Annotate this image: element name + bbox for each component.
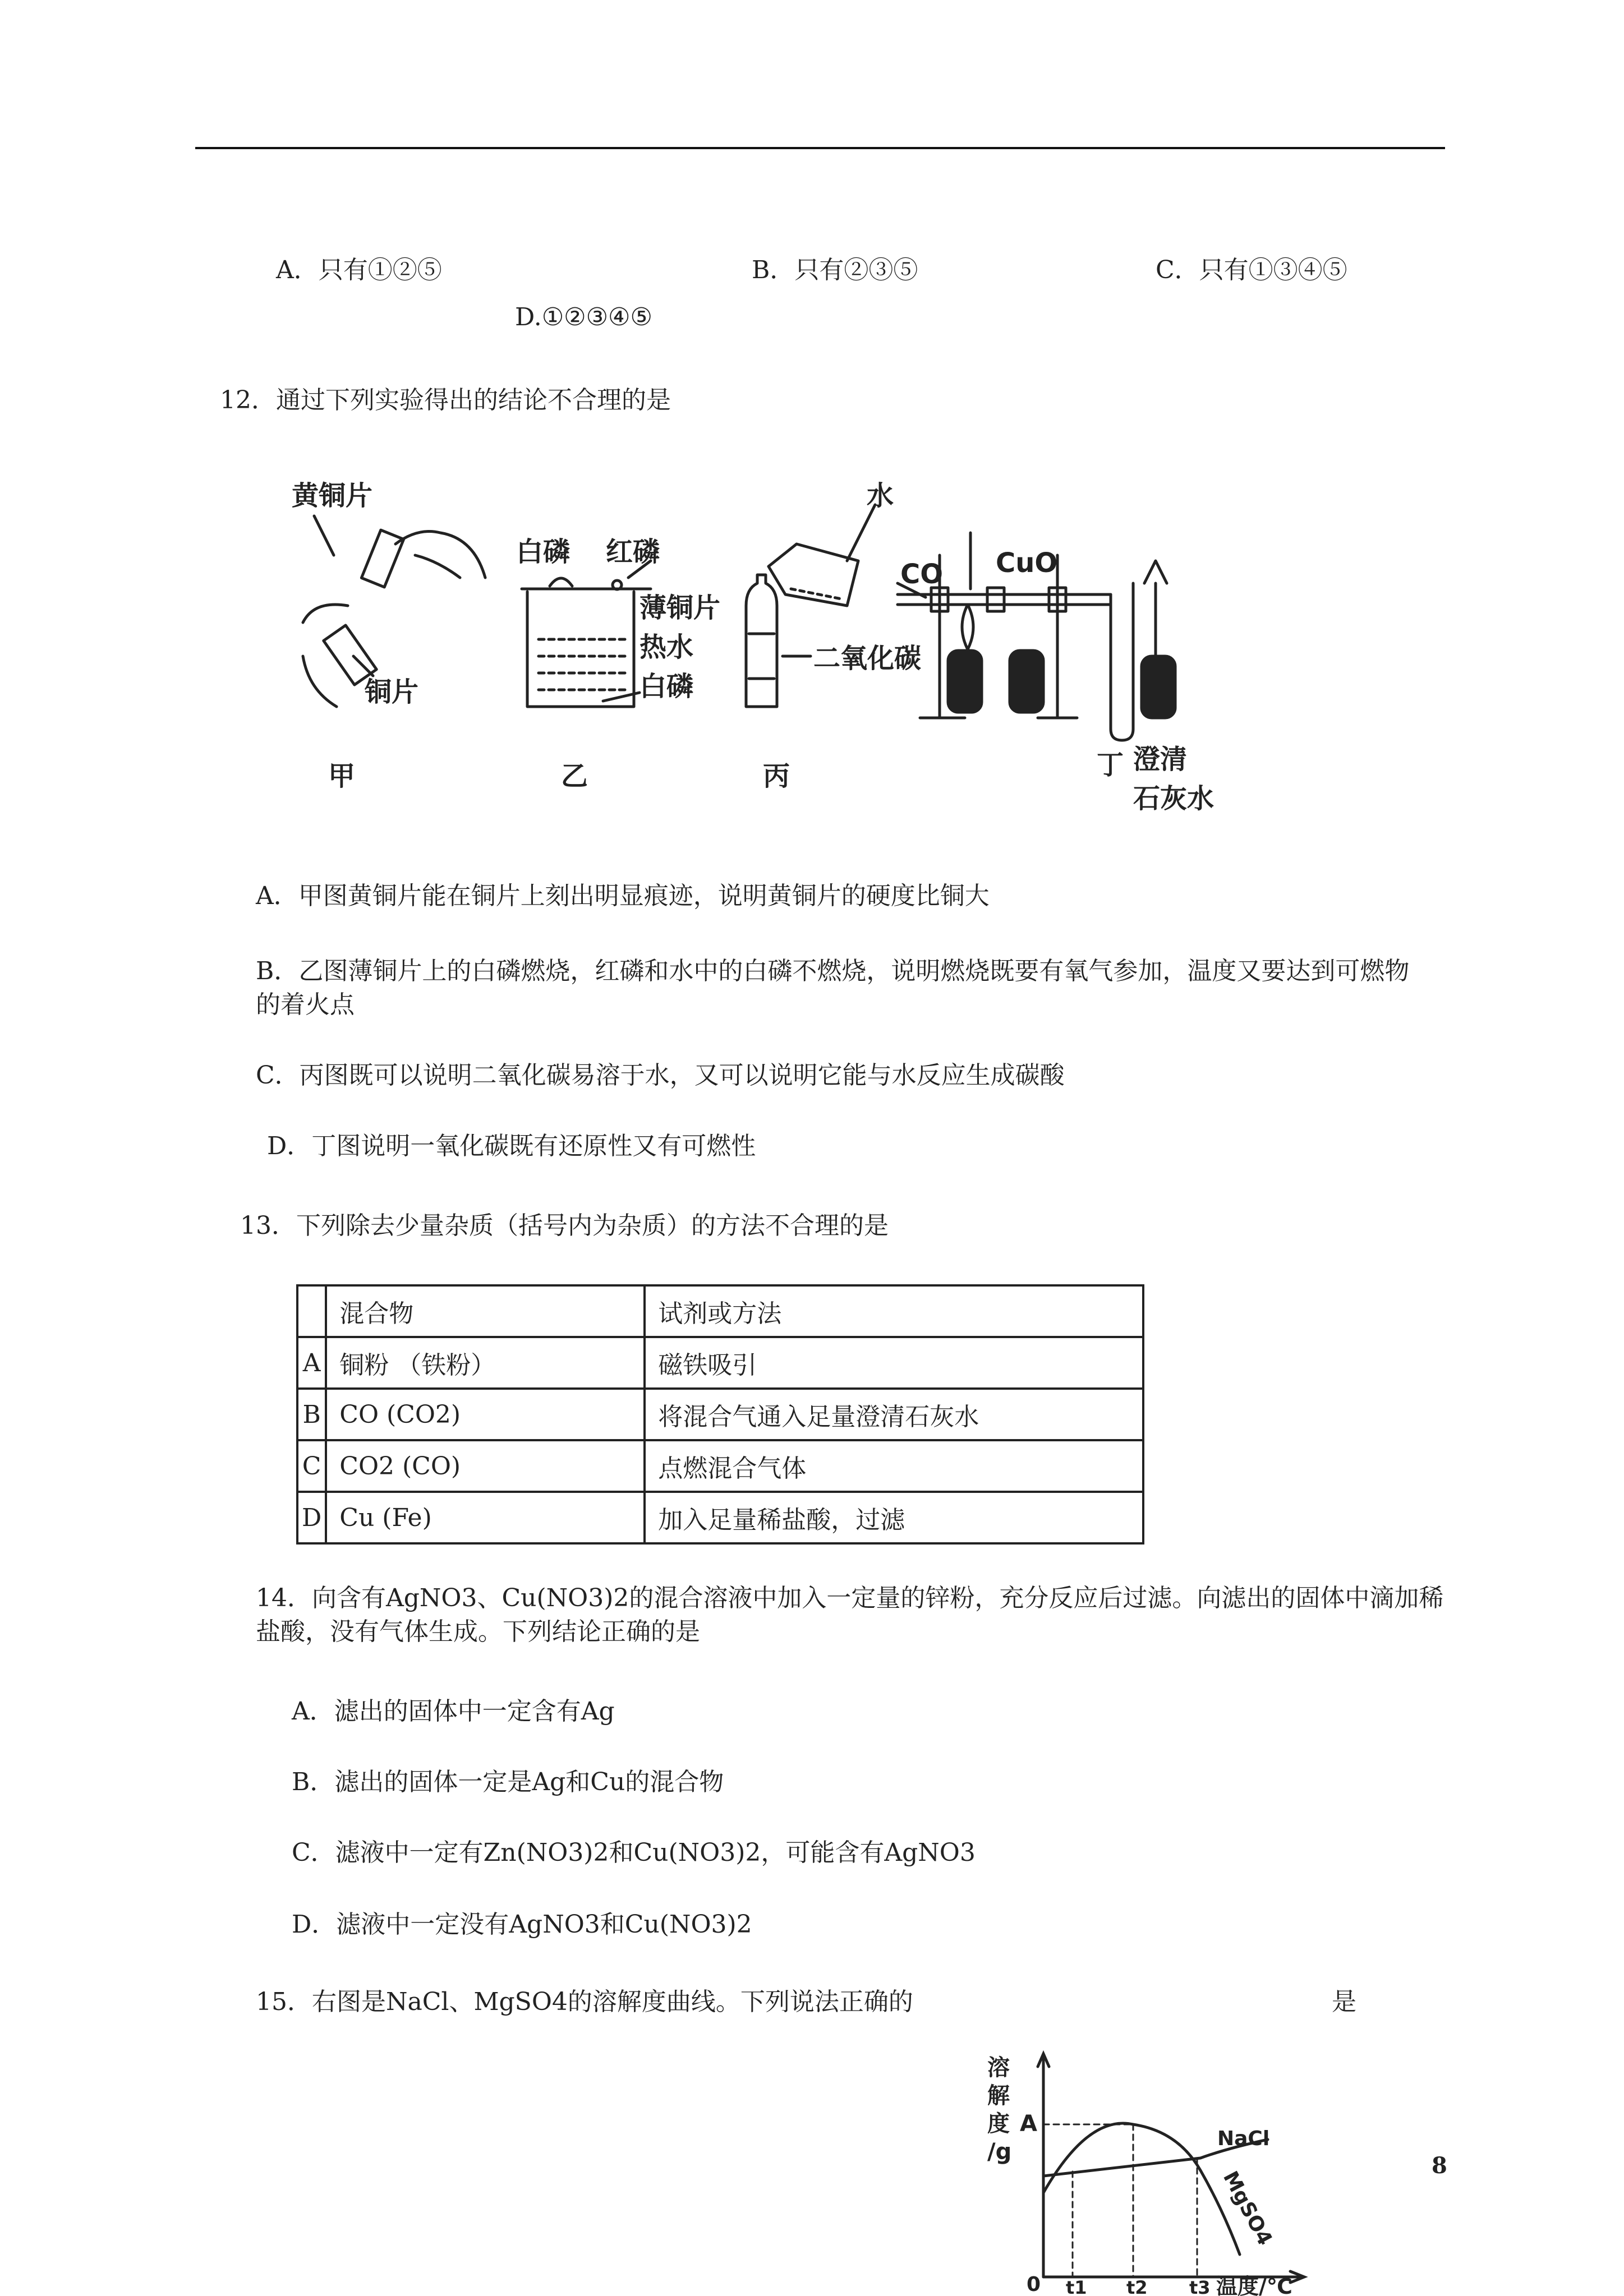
solubility-chart bbox=[976, 2041, 1324, 2296]
q11-option-c: C．只有①③④⑤ bbox=[1156, 256, 1347, 284]
table-header-row bbox=[297, 1285, 1143, 1337]
row-key: B bbox=[297, 1389, 326, 1440]
y-label-1: 溶 bbox=[987, 2055, 1010, 2081]
q15-stem-end: 是 bbox=[1332, 1988, 1356, 2016]
q15-stem: 15．右图是NaCl、MgSO4的溶解度曲线。下列说法正确的 bbox=[256, 1988, 913, 2016]
q11-option-d: D.①②③④⑤ bbox=[515, 303, 652, 331]
row-mix: Cu (Fe) bbox=[326, 1492, 645, 1543]
q14-option-c: C．滤液中一定有Zn(NO3)2和Cu(NO3)2，可能含有AgNO3 bbox=[292, 1838, 976, 1867]
label-white-p2: 白磷 bbox=[640, 671, 694, 702]
yi-apparatus bbox=[522, 561, 651, 707]
row-method: 点燃混合气体 bbox=[645, 1440, 1143, 1492]
q11-option-a: A．只有①②⑤ bbox=[276, 256, 442, 284]
y-mark-a: A bbox=[1020, 2111, 1037, 2137]
series-label-nacl: NaCl bbox=[1217, 2127, 1270, 2150]
q14-option-a: A．滤出的固体中一定含有Ag bbox=[292, 1697, 615, 1726]
table-header-method: 试剂或方法 bbox=[645, 1285, 1143, 1337]
x-tick-t2: t2 bbox=[1126, 2277, 1148, 2296]
label-co: CO bbox=[900, 559, 944, 590]
q12-option-b: B．乙图薄铜片上的白磷燃烧，红磷和水中的白磷不燃烧，说明燃烧既要有氧气参加，温度又要达到可燃物的着火点 bbox=[256, 957, 1410, 1019]
label-copper: 铜片 bbox=[365, 676, 419, 708]
q13-stem: 13．下列除去少量杂质（括号内为杂质）的方法不合理的是 bbox=[240, 1211, 889, 1240]
row-mix: CO (CO2) bbox=[326, 1389, 645, 1440]
bing-apparatus bbox=[746, 505, 875, 707]
table-row bbox=[297, 1492, 1143, 1543]
label-cuo: CuO bbox=[996, 547, 1058, 579]
label-brass: 黄铜片 bbox=[292, 480, 373, 511]
label-white-p: 白磷 bbox=[516, 536, 571, 568]
table-cell bbox=[297, 1285, 326, 1337]
q12-option-a: A．甲图黄铜片能在铜片上刻出明显痕迹，说明黄铜片的硬度比铜大 bbox=[256, 882, 990, 910]
label-hot-water: 热水 bbox=[640, 631, 694, 663]
impurity-table bbox=[296, 1284, 1144, 1545]
label-red-p: 红磷 bbox=[606, 536, 660, 568]
x-tick-t3: t3 bbox=[1189, 2277, 1211, 2296]
label-yi: 乙 bbox=[561, 760, 588, 792]
label-thin-cu: 薄铜片 bbox=[640, 592, 721, 624]
table-row bbox=[297, 1440, 1143, 1492]
table-header-mix: 混合物 bbox=[326, 1285, 645, 1337]
experiment-figure bbox=[280, 471, 1234, 830]
page-number: 8 bbox=[1432, 2152, 1447, 2179]
x-tick-t1: t1 bbox=[1066, 2277, 1087, 2296]
q14-stem: 14．向含有AgNO3、Cu(NO3)2的混合溶液中加入一定量的锌粉，充分反应后过滤。向滤出的固体中滴加稀盐酸，没有气体生成。下列结论正确的是 bbox=[256, 1584, 1444, 1646]
label-bing: 丙 bbox=[763, 760, 790, 792]
header-rule bbox=[195, 147, 1445, 149]
q14-option-b: B．滤出的固体一定是Ag和Cu的混合物 bbox=[292, 1768, 724, 1796]
label-jia: 甲 bbox=[328, 760, 356, 792]
row-method: 磁铁吸引 bbox=[645, 1337, 1143, 1389]
label-limewater-2: 石灰水 bbox=[1133, 783, 1214, 814]
q12-stem: 12．通过下列实验得出的结论不合理的是 bbox=[220, 386, 671, 414]
row-mix: 铜粉 （铁粉） bbox=[326, 1337, 645, 1389]
q12-option-c: C．丙图既可以说明二氧化碳易溶于水，又可以说明它能与水反应生成碳酸 bbox=[256, 1061, 1065, 1090]
label-limewater-1: 澄清 bbox=[1133, 744, 1188, 775]
row-key: D bbox=[297, 1492, 326, 1543]
q11-option-b: B．只有②③⑤ bbox=[752, 256, 918, 284]
series-label-mgso4: MgSO4 bbox=[1218, 2167, 1277, 2249]
label-ding: 丁 bbox=[1097, 749, 1124, 781]
row-key: A bbox=[297, 1337, 326, 1389]
y-label-2: 解 bbox=[987, 2083, 1010, 2109]
row-method: 将混合气通入足量澄清石灰水 bbox=[645, 1389, 1143, 1440]
label-co2: 二氧化碳 bbox=[813, 643, 922, 674]
origin-label: 0 bbox=[1027, 2273, 1041, 2296]
q12-option-d: D．丁图说明一氧化碳既有还原性又有可燃性 bbox=[267, 1132, 756, 1160]
row-method: 加入足量稀盐酸，过滤 bbox=[645, 1492, 1143, 1543]
y-label-3: 度 bbox=[987, 2111, 1010, 2137]
label-water: 水 bbox=[867, 480, 894, 511]
y-label-4: /g bbox=[987, 2139, 1012, 2165]
row-key: C bbox=[297, 1440, 326, 1492]
q14-option-d: D．滤液中一定没有AgNO3和Cu(NO3)2 bbox=[292, 1910, 752, 1939]
x-label: 温度/℃ bbox=[1216, 2274, 1292, 2296]
row-mix: CO2 (CO) bbox=[326, 1440, 645, 1492]
table-row bbox=[297, 1337, 1143, 1389]
table-row bbox=[297, 1389, 1143, 1440]
